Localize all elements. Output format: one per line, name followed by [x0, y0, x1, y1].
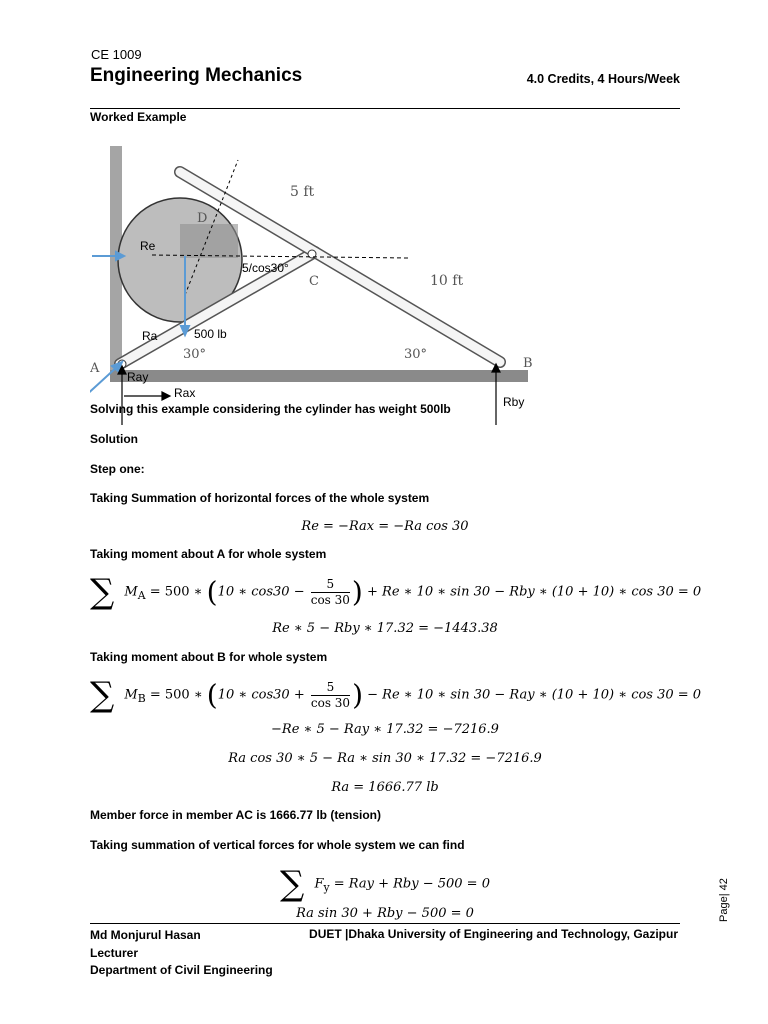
equation-5-text: −Re ∗ 5 − Ray ∗ 17.32 = −7216.9: [271, 722, 499, 737]
equation-8-rest: = Ray + Rby − 500 = 0: [333, 876, 490, 892]
equation-4-den: cos 30: [310, 695, 351, 710]
equation-4-fraction: [311, 680, 350, 711]
footer-author-block: [90, 927, 273, 980]
header-divider: [90, 108, 680, 109]
solution-heading: Solution: [90, 432, 138, 446]
sigma-symbol: ∑: [280, 864, 305, 904]
label-ray: Ray: [127, 370, 149, 384]
equation-4-sub: B: [137, 692, 146, 706]
step-one-heading: Step one:: [90, 462, 145, 476]
footer-institution: DUET |Dhaka University of Engineering and Technology, Gazipur: [309, 927, 678, 941]
equation-2-fraction: [311, 577, 350, 608]
course-title: Engineering Mechanics: [90, 65, 303, 86]
course-credits: 4.0 Credits, 4 Hours/Week: [526, 72, 680, 86]
equation-5: [90, 722, 680, 737]
label-rby: Rby: [503, 395, 525, 409]
equation-3: [90, 621, 680, 636]
equation-6-text: Ra cos 30 ∗ 5 − Ra ∗ sin 30 ∗ 17.32 = −7216.9: [228, 751, 542, 766]
paren-close: ): [351, 575, 363, 609]
label-rax: Rax: [174, 386, 196, 400]
label-weight: 500 lb: [194, 327, 227, 341]
equation-4-b: 10 ∗ cos30 +: [217, 687, 305, 703]
ground: [110, 370, 528, 382]
footer-position: Lecturer: [90, 945, 139, 960]
label-b: B: [523, 356, 533, 371]
equation-4-num: 5: [311, 680, 350, 696]
arrow-rax-head: [162, 392, 170, 400]
equation-4-lhs: M: [124, 687, 138, 703]
sigma-symbol: ∑: [90, 675, 115, 715]
equation-2-lhs: M: [124, 584, 138, 600]
label-ra: Ra: [142, 329, 158, 343]
label-offset: 5/cos30°: [242, 261, 289, 275]
dim-5ft: 5 ft: [290, 184, 315, 200]
equation-1-text: Re = −Rax = −Ra cos 30: [301, 519, 469, 534]
paragraph-horizontal-forces: Taking Summation of horizontal forces of the whole system: [90, 491, 430, 505]
paren-open: (: [206, 575, 218, 609]
paren-close: ): [352, 678, 363, 712]
equation-1: [90, 519, 680, 534]
equation-7: [90, 780, 680, 795]
equation-2-a: = 500 ∗: [149, 584, 203, 600]
label-re: Re: [140, 239, 156, 253]
equation-8: [90, 864, 680, 904]
paragraph-member-force: Member force in member AC is 1666.77 lb (tension): [90, 808, 381, 822]
angle-b: 30°: [404, 347, 428, 362]
cylinder-shading: [180, 224, 238, 258]
footer-department: Department of Civil Engineering: [90, 963, 273, 977]
dim-10ft: 10 ft: [430, 273, 464, 289]
angle-a: 30°: [183, 347, 207, 362]
paragraph-moment-a: Taking moment about A for whole system: [90, 547, 327, 561]
equation-2: [90, 572, 702, 612]
footer-author: Md Monjurul Hasan: [90, 928, 201, 942]
equation-2-num: 5: [311, 577, 350, 593]
section-title: Worked Example: [90, 110, 187, 124]
paren-open: (: [206, 678, 218, 712]
equation-7-text: Ra = 1666.77 lb: [331, 780, 439, 795]
page-number: Page| 42: [718, 878, 730, 922]
truss-cylinder-figure: [90, 140, 540, 430]
equation-4-a: = 500 ∗: [149, 687, 203, 703]
course-code: CE 1009: [91, 47, 142, 62]
label-d: D: [197, 211, 208, 226]
equation-4-c: − Re ∗ 10 ∗ sin 30 − Ray ∗ (10 + 10) ∗ cos 30 = 0: [367, 687, 702, 703]
equation-3-text: Re ∗ 5 − Rby ∗ 17.32 = −1443.38: [272, 621, 498, 636]
equation-2-b: 10 ∗ cos30 −: [217, 584, 305, 600]
equation-2-c: + Re ∗ 10 ∗ sin 30 − Rby ∗ (10 + 10) ∗ cos 30 = 0: [367, 584, 702, 600]
label-c: C: [309, 274, 319, 289]
equation-8-sub: y: [323, 881, 330, 895]
sigma-symbol: ∑: [90, 572, 115, 612]
label-a: A: [90, 361, 100, 376]
problem-statement: Solving this example considering the cylinder has weight 500lb: [90, 402, 451, 416]
equation-9: [90, 906, 680, 921]
equation-8-lhs: F: [314, 876, 324, 892]
paragraph-moment-b: Taking moment about B for whole system: [90, 650, 328, 664]
paragraph-vertical-forces: Taking summation of vertical forces for whole system we can find: [90, 838, 465, 852]
equation-9-text: Ra sin 30 + Rby − 500 = 0: [296, 906, 474, 921]
equation-4: [90, 675, 702, 715]
footer-divider: [90, 923, 680, 924]
equation-2-sub: A: [137, 589, 146, 603]
equation-6: [90, 751, 680, 766]
equation-2-den: cos 30: [310, 592, 350, 607]
